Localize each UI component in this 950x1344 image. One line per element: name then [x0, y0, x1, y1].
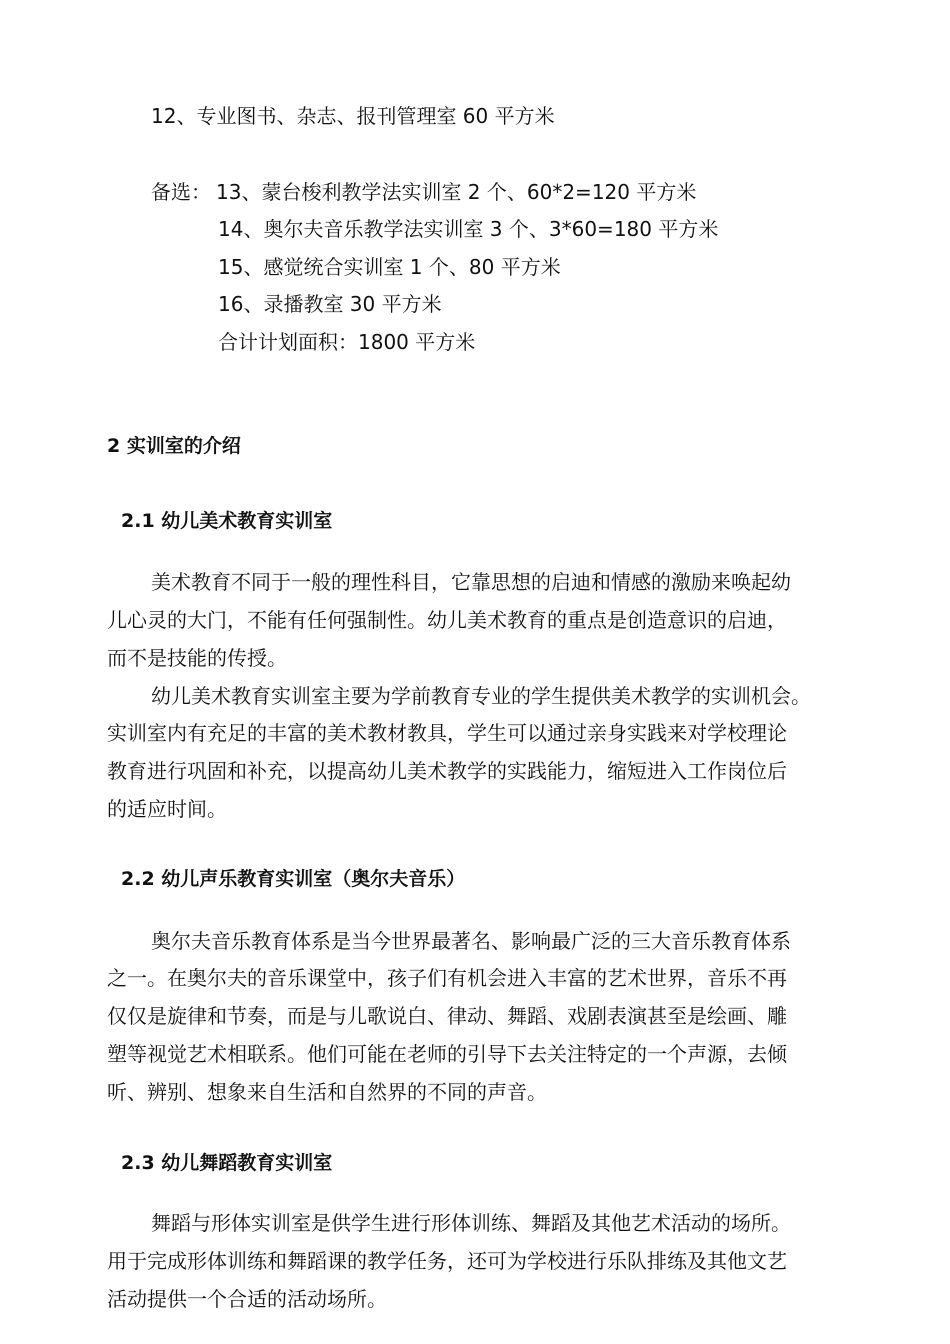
paragraph-line: 美术教育不同于一般的理性科目，它靠思想的启迪和情感的激励来唤起幼 — [151, 570, 791, 594]
list-item-16: 16、录播教室 30 平方米 — [218, 292, 442, 316]
paragraph-line: 教育进行巩固和补充，以提高幼儿美术教学的实践能力，缩短进入工作岗位后 — [107, 759, 787, 783]
subsection-heading-2-2: 2.2 幼儿声乐教育实训室（奥尔夫音乐） — [121, 868, 466, 890]
paragraph-line: 儿心灵的大门，不能有任何强制性。幼儿美术教育的重点是创造意识的启迪， — [107, 608, 787, 632]
paragraph-line: 活动提供一个合适的活动场所。 — [107, 1287, 387, 1311]
total-area: 合计计划面积：1800 平方米 — [218, 330, 476, 354]
subsection-heading-2-3: 2.3 幼儿舞蹈教育实训室 — [121, 1152, 333, 1174]
paragraph-line: 舞蹈与形体实训室是供学生进行形体训练、舞蹈及其他艺术活动的场所。 — [151, 1211, 791, 1235]
list-item-12: 12、专业图书、杂志、报刊管理室 60 平方米 — [151, 104, 555, 128]
paragraph-line: 听、辨别、想象来自生活和自然界的不同的声音。 — [107, 1080, 547, 1104]
paragraph-line: 实训室内有充足的丰富的美术教材教具，学生可以通过亲身实践来对学校理论 — [107, 721, 787, 745]
list-item-14: 14、奥尔夫音乐教学法实训室 3 个、3*60=180 平方米 — [218, 217, 719, 241]
paragraph-line: 奥尔夫音乐教育体系是当今世界最著名、影响最广泛的三大音乐教育体系 — [151, 929, 791, 953]
paragraph-line: 幼儿美术教育实训室主要为学前教育专业的学生提供美术教学的实训机会。 — [151, 684, 811, 708]
list-item-15: 15、感觉统合实训室 1 个、80 平方米 — [218, 255, 561, 279]
paragraph-line: 仅仅是旋律和节奏，而是与儿歌说白、律动、舞蹈、戏剧表演甚至是绘画、雕 — [107, 1004, 787, 1028]
section-heading: 2 实训室的介绍 — [107, 435, 241, 457]
paragraph-line: 之一。在奥尔夫的音乐课堂中，孩子们有机会进入丰富的艺术世界，音乐不再 — [107, 966, 787, 990]
paragraph-line: 的适应时间。 — [107, 797, 227, 821]
paragraph-line: 用于完成形体训练和舞蹈课的教学任务，还可为学校进行乐队排练及其他文艺 — [107, 1249, 787, 1273]
paragraph-line: 塑等视觉艺术相联系。他们可能在老师的引导下去关注特定的一个声源，去倾 — [107, 1042, 787, 1066]
subsection-heading-2-1: 2.1 幼儿美术教育实训室 — [121, 510, 333, 532]
paragraph-line: 而不是技能的传授。 — [107, 646, 287, 670]
optional-prefix: 备选： — [151, 180, 211, 204]
list-item-13: 13、蒙台梭利教学法实训室 2 个、60*2=120 平方米 — [216, 180, 697, 204]
